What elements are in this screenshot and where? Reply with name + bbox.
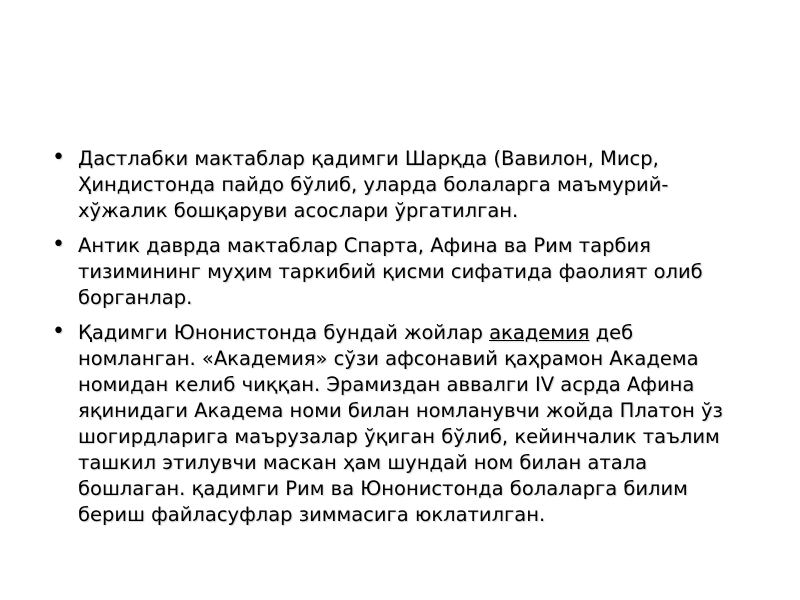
bullet-dot-icon: • [52, 319, 65, 344]
bullet-text-before-link: Қадимги Юнонистонда бундай жойлар [78, 321, 490, 344]
bullet-dot-icon: • [52, 232, 65, 257]
bullet-list [50, 146, 740, 537]
bullet-text: Антик даврда мактаблар Спарта, Афина ва Рим тарбия тизимининг муҳим таркибий қисми сифатида фаолият олиб борганлар. [78, 234, 703, 309]
academy-link[interactable]: академия [489, 321, 590, 344]
bullet-text-after-link: деб номланган. «Академия» сўзи афсонавий қаҳрамон Академа номидан келиб чиққан. Эрамиздан аввалги IV асрда Афина яқинидаги Академа номи билан номланувчи жойда Платон ўз шогирдларига маърузалар ўқиган бўлиб, кейинчалик таълим ташкил этилувчи маскан ҳам шундай ном билан атала бошлаган. қадимги Рим ва Юнонистонда болаларга билим бериш файласуфлар зиммасига юклатилган. [78, 321, 723, 526]
bullet-item-2 [50, 233, 740, 311]
bullet-text: Дастлабки мактаблар қадимги Шарқда (Вавилон, Миср, Ҳиндистонда пайдо бўлиб, уларда болаларга маъмурий-хўжалик бошқаруви асослари ўргатилган. [78, 147, 669, 222]
bullet-dot-icon: • [52, 145, 65, 170]
bullet-item-3 [50, 320, 740, 528]
bullet-item-1 [50, 146, 740, 224]
